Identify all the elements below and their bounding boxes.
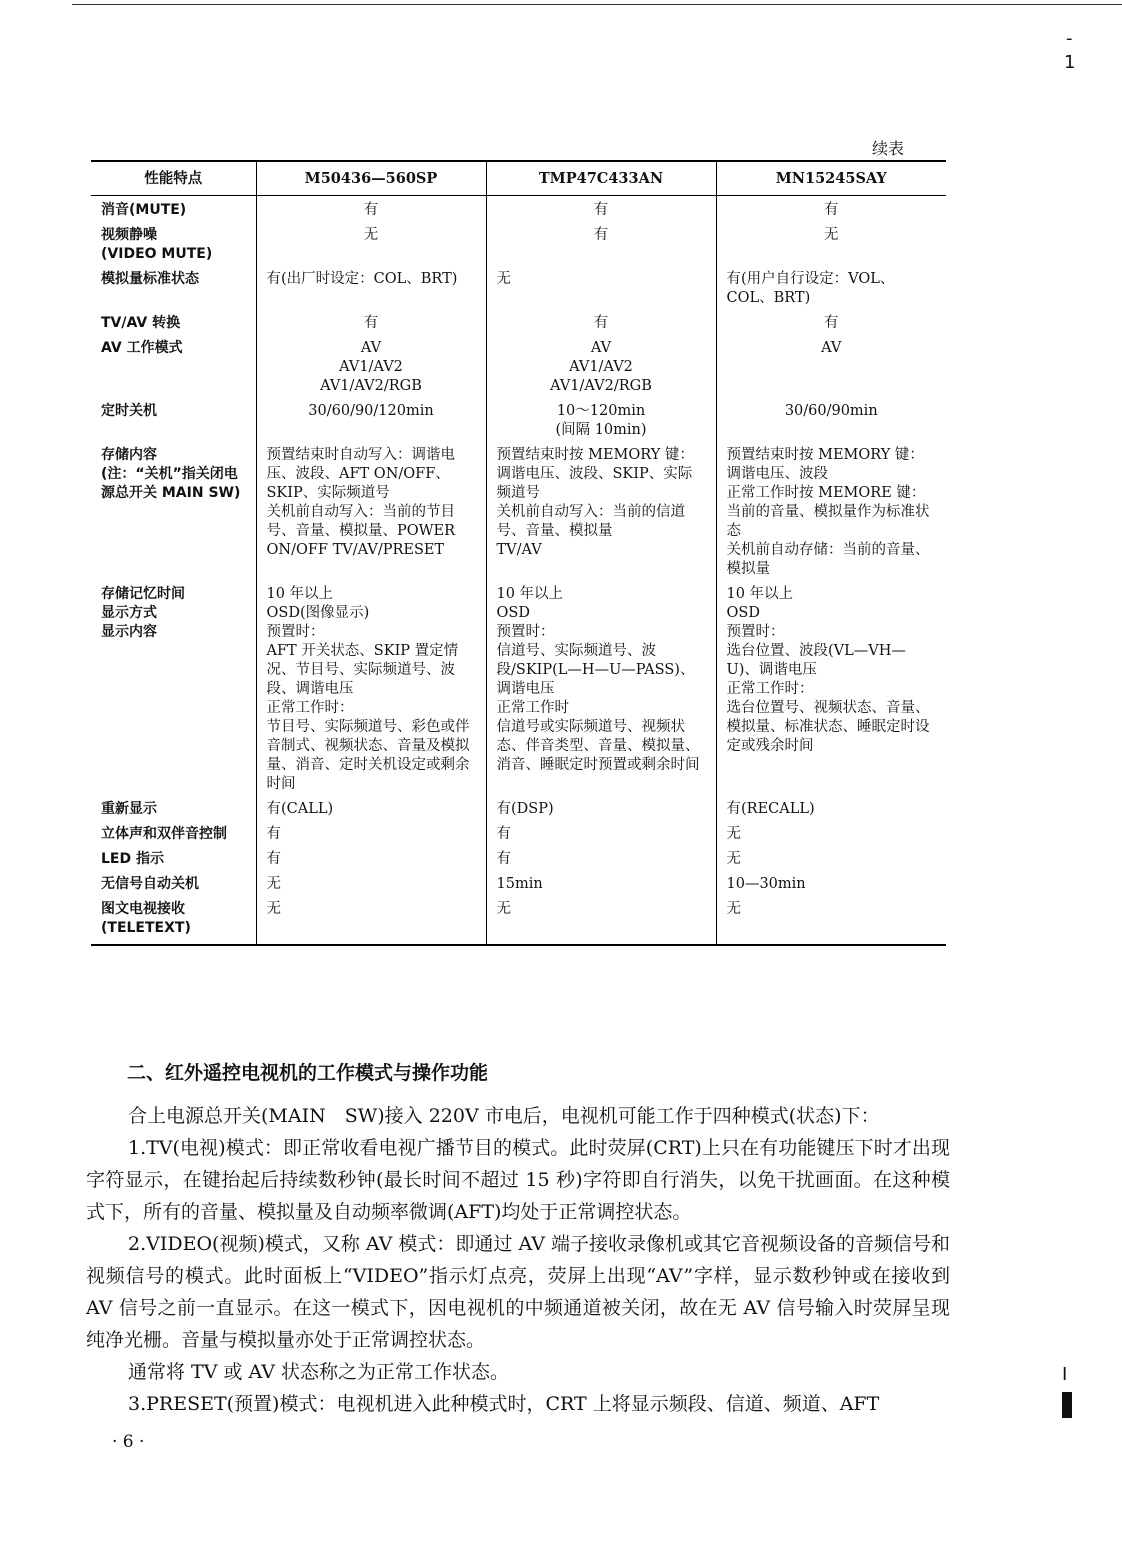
- cell-text: 有: [824, 202, 839, 218]
- table-row: [91, 336, 946, 399]
- value-cell: [256, 311, 486, 336]
- value-cell: [486, 822, 716, 847]
- cell-text: 有: [363, 202, 379, 218]
- feature-label: 视频静噪: [101, 227, 157, 243]
- feature-label: 消音(MUTE): [101, 202, 187, 218]
- value-cell: [256, 582, 486, 797]
- value-cell: [486, 223, 716, 267]
- feature-label: (注：“关机”指关闭电源总开关 MAIN SW): [101, 466, 241, 501]
- feature-cell: [91, 223, 256, 267]
- feature-label: 模拟量标准状态: [101, 271, 199, 287]
- cell-text: OSD(图像显示): [266, 605, 370, 621]
- feature-cell: [91, 267, 256, 311]
- cell-text: 正常工作时：: [726, 681, 814, 697]
- cell-text: 预置结束时按 MEMORY 键：调谐电压、波段: [726, 447, 924, 482]
- margin-mark-top-right: 1: [1064, 52, 1076, 73]
- value-cell: [486, 582, 716, 797]
- table-row: [91, 897, 946, 945]
- feature-label: 显示方式: [101, 605, 157, 621]
- margin-mark-top: -: [1066, 28, 1073, 49]
- margin-mark-right: I: [1062, 1364, 1068, 1385]
- feature-label: 存储内容: [101, 447, 157, 463]
- value-cell: [486, 399, 716, 443]
- cell-text: 有(DSP): [496, 801, 554, 817]
- feature-label: 定时关机: [101, 403, 157, 419]
- cell-text: AV1/AV2: [569, 359, 633, 375]
- feature-cell: [91, 872, 256, 897]
- cell-text: AV: [360, 340, 382, 356]
- cell-text: 10 年以上: [496, 586, 564, 602]
- cell-text: 正常工作时：: [266, 700, 354, 716]
- cell-text: 有: [266, 851, 281, 867]
- cell-text: 30/60/90/120min: [308, 403, 434, 419]
- table-row: [91, 797, 946, 822]
- cell-text: 有: [593, 315, 609, 331]
- cell-text: AV: [821, 340, 842, 356]
- cell-text: 有: [496, 851, 511, 867]
- continued-label: 续表: [871, 139, 904, 158]
- cell-text: 无: [496, 271, 511, 287]
- feature-label: AV 工作模式: [101, 340, 183, 356]
- cell-text: 信道号、实际频道号、波段/SKIP(L—H—U—PASS)、调谐电压: [496, 643, 695, 697]
- value-cell: [256, 897, 486, 945]
- cell-text: 15min: [496, 876, 543, 892]
- paragraph: 合上电源总开关(MAIN SW)接入 220V 市电后，电视机可能工作于四种模式(状态)下：: [128, 1105, 880, 1127]
- table-row: [91, 443, 946, 582]
- table-row: [91, 872, 946, 897]
- feature-cell: [91, 336, 256, 399]
- cell-text: AV: [590, 340, 612, 356]
- value-cell: [256, 443, 486, 582]
- cell-text: 预置结束时按 MEMORY 键：调谐电压、波段、SKIP、实际频道号: [496, 447, 694, 501]
- value-cell: [256, 399, 486, 443]
- cell-text: 有: [593, 227, 609, 243]
- table-row: [91, 311, 946, 336]
- feature-cell: [91, 822, 256, 847]
- feature-label: (VIDEO MUTE): [101, 246, 213, 262]
- cell-text: 10 年以上: [266, 586, 334, 602]
- value-cell: [716, 847, 946, 872]
- value-cell: [486, 797, 716, 822]
- value-cell: [716, 872, 946, 897]
- feature-cell: [91, 797, 256, 822]
- value-cell: [716, 897, 946, 945]
- table-row: [91, 196, 946, 224]
- cell-text: 有: [496, 826, 511, 842]
- value-cell: [486, 443, 716, 582]
- section-heading: 二、红外遥控电视机的工作模式与操作功能: [127, 1062, 489, 1084]
- cell-text: OSD: [496, 605, 530, 621]
- value-cell: [486, 897, 716, 945]
- cell-text: 30/60/90min: [784, 403, 878, 419]
- cell-text: 无: [726, 826, 741, 842]
- table-row: [91, 847, 946, 872]
- cell-text: 选台位置号、视频状态、音量、模拟量、标准状态、睡眠定时设定或残余时间: [726, 700, 930, 754]
- value-cell: [256, 797, 486, 822]
- value-cell: [256, 267, 486, 311]
- feature-cell: [91, 897, 256, 945]
- cell-text: 有(出厂时设定：COL、BRT): [266, 271, 458, 287]
- value-cell: [486, 847, 716, 872]
- feature-label: (TELETEXT): [101, 920, 191, 936]
- cell-text: 有(RECALL): [726, 801, 815, 817]
- cell-text: 10～120min: [556, 403, 646, 419]
- cell-text: OSD: [726, 605, 760, 621]
- feature-label: TV/AV 转换: [101, 315, 181, 331]
- value-cell: [256, 822, 486, 847]
- header-mn15245say: MN15245SAY: [716, 161, 946, 196]
- value-cell: [716, 797, 946, 822]
- table-row: [91, 267, 946, 311]
- cell-text: 预置时：: [726, 624, 785, 640]
- value-cell: [486, 872, 716, 897]
- cell-text: 无: [266, 876, 281, 892]
- header-tmp47c433an: TMP47C433AN: [486, 161, 716, 196]
- value-cell: [256, 196, 486, 224]
- value-cell: [256, 336, 486, 399]
- value-cell: [486, 311, 716, 336]
- paragraph: 通常将 TV 或 AV 状态称之为正常工作状态。: [128, 1361, 510, 1383]
- cell-text: 有: [824, 315, 839, 331]
- cell-text: AV1/AV2/RGB: [320, 378, 422, 394]
- cell-text: (间隔 10min): [555, 422, 647, 438]
- cell-text: 无: [266, 901, 281, 917]
- cell-text: 有: [266, 826, 281, 842]
- feature-label: 立体声和双伴音控制: [101, 826, 227, 842]
- cell-text: AV1/AV2: [339, 359, 403, 375]
- table-row: [91, 582, 946, 797]
- feature-cell: [91, 582, 256, 797]
- paragraph: 2.VIDEO(视频)模式，又称 AV 模式：即通过 AV 端子接收录像机或其它音视频设备的音频信号和视频信号的模式。此时面板上“VIDEO”指示灯点亮，荧屏上出现“AV”字样，显示数秒钟或在接收到 AV 信号之前一直显示。在这一模式下，因电视机的中频通道被关闭，故在无 AV 信号输入时荧屏呈现纯净光栅。音量与模拟量亦处于正常调控状态。: [86, 1233, 951, 1351]
- cell-text: TV/AV: [496, 542, 542, 558]
- value-cell: [486, 267, 716, 311]
- cell-text: 10 年以上: [726, 586, 794, 602]
- cell-text: 有: [593, 202, 609, 218]
- cell-text: 预置结束时自动写入：调谐电压、波段、AFT ON/OFF、SKIP、实际频道号: [266, 447, 455, 501]
- cell-text: 正常工作时按 MEMORE 键：当前的音量、模拟量作为标准状态: [726, 485, 930, 539]
- cell-text: AFT 开关状态、SKIP 置定情况、节目号、实际频道号、波段、调谐电压: [266, 643, 459, 697]
- margin-bar: [1062, 1392, 1072, 1418]
- cell-text: 无: [363, 227, 379, 243]
- cell-text: 信道号或实际频道号、视频状态、伴音类型、音量、模拟量、消音、睡眠定时预置或剩余时间: [496, 719, 700, 773]
- cell-text: 无: [726, 851, 741, 867]
- value-cell: [716, 267, 946, 311]
- cell-text: 关机前自动写入：当前的信道号、音量、模拟量: [496, 504, 685, 539]
- feature-label: 重新显示: [101, 801, 157, 817]
- cell-text: 正常工作时: [496, 700, 569, 716]
- cell-text: 预置时：: [266, 624, 325, 640]
- feature-label: 显示内容: [101, 624, 157, 640]
- value-cell: [716, 223, 946, 267]
- feature-label: 存储记忆时间: [101, 586, 185, 602]
- value-cell: [716, 582, 946, 797]
- top-border-line: [72, 4, 1122, 5]
- value-cell: [486, 336, 716, 399]
- cell-text: 关机前自动写入：当前的节目号、音量、模拟量、POWER ON/OFF TV/AV/PRESET: [266, 504, 456, 558]
- feature-cell: [91, 399, 256, 443]
- value-cell: [256, 223, 486, 267]
- cell-text: 有(CALL): [266, 801, 334, 817]
- cell-text: 无: [824, 227, 839, 243]
- paragraph: 1.TV(电视)模式：即正常收看电视广播节目的模式。此时荧屏(CRT)上只在有功能键压下时才出现字符显示，在键抬起后持续数秒钟(最长时间不超过 15 秒)字符即自行消失，以免干扰画面。在这种模式下，所有的音量、模拟量及自动频率微调(AFT)均处于正常调控状态。: [86, 1137, 950, 1223]
- cell-text: 节目号、实际频道号、彩色或伴音制式、视频状态、音量及模拟量、消音、定时关机设定或剩余时间: [266, 719, 470, 792]
- cell-text: 10—30min: [726, 876, 806, 892]
- feature-label: 无信号自动关机: [101, 876, 199, 892]
- cell-text: 有: [363, 315, 379, 331]
- feature-cell: [91, 443, 256, 582]
- value-cell: [256, 847, 486, 872]
- value-cell: [486, 196, 716, 224]
- table-row: [91, 822, 946, 847]
- value-cell: [716, 311, 946, 336]
- page-number: · 6 ·: [112, 1432, 145, 1452]
- cell-text: 选台位置、波段(VL—VH—U)、调谐电压: [726, 643, 906, 678]
- table-row: [91, 399, 946, 443]
- feature-label: LED 指示: [101, 851, 164, 867]
- cell-text: 有(用户自行设定：VOL、COL、BRT): [726, 271, 895, 306]
- table-header-row: [91, 161, 946, 196]
- cell-text: AV1/AV2/RGB: [550, 378, 652, 394]
- header-feature: 性能特点: [91, 161, 256, 196]
- spec-table: [91, 160, 946, 946]
- cell-text: 预置时：: [496, 624, 555, 640]
- cell-text: 无: [726, 901, 741, 917]
- table-row: [91, 223, 946, 267]
- table-body: [91, 196, 946, 946]
- feature-cell: [91, 847, 256, 872]
- feature-label: 图文电视接收: [101, 901, 185, 917]
- feature-cell: [91, 196, 256, 224]
- cell-text: 关机前自动存储：当前的音量、模拟量: [726, 542, 930, 577]
- body-text: [86, 1100, 950, 1420]
- feature-cell: [91, 311, 256, 336]
- value-cell: [716, 822, 946, 847]
- value-cell: [716, 336, 946, 399]
- cell-text: 无: [496, 901, 511, 917]
- value-cell: [716, 443, 946, 582]
- value-cell: [256, 872, 486, 897]
- value-cell: [716, 399, 946, 443]
- header-m50436: M50436—560SP: [256, 161, 486, 196]
- value-cell: [716, 196, 946, 224]
- paragraph: 3.PRESET(预置)模式：电视机进入此种模式时，CRT 上将显示频段、信道、频道、AFT: [128, 1393, 880, 1415]
